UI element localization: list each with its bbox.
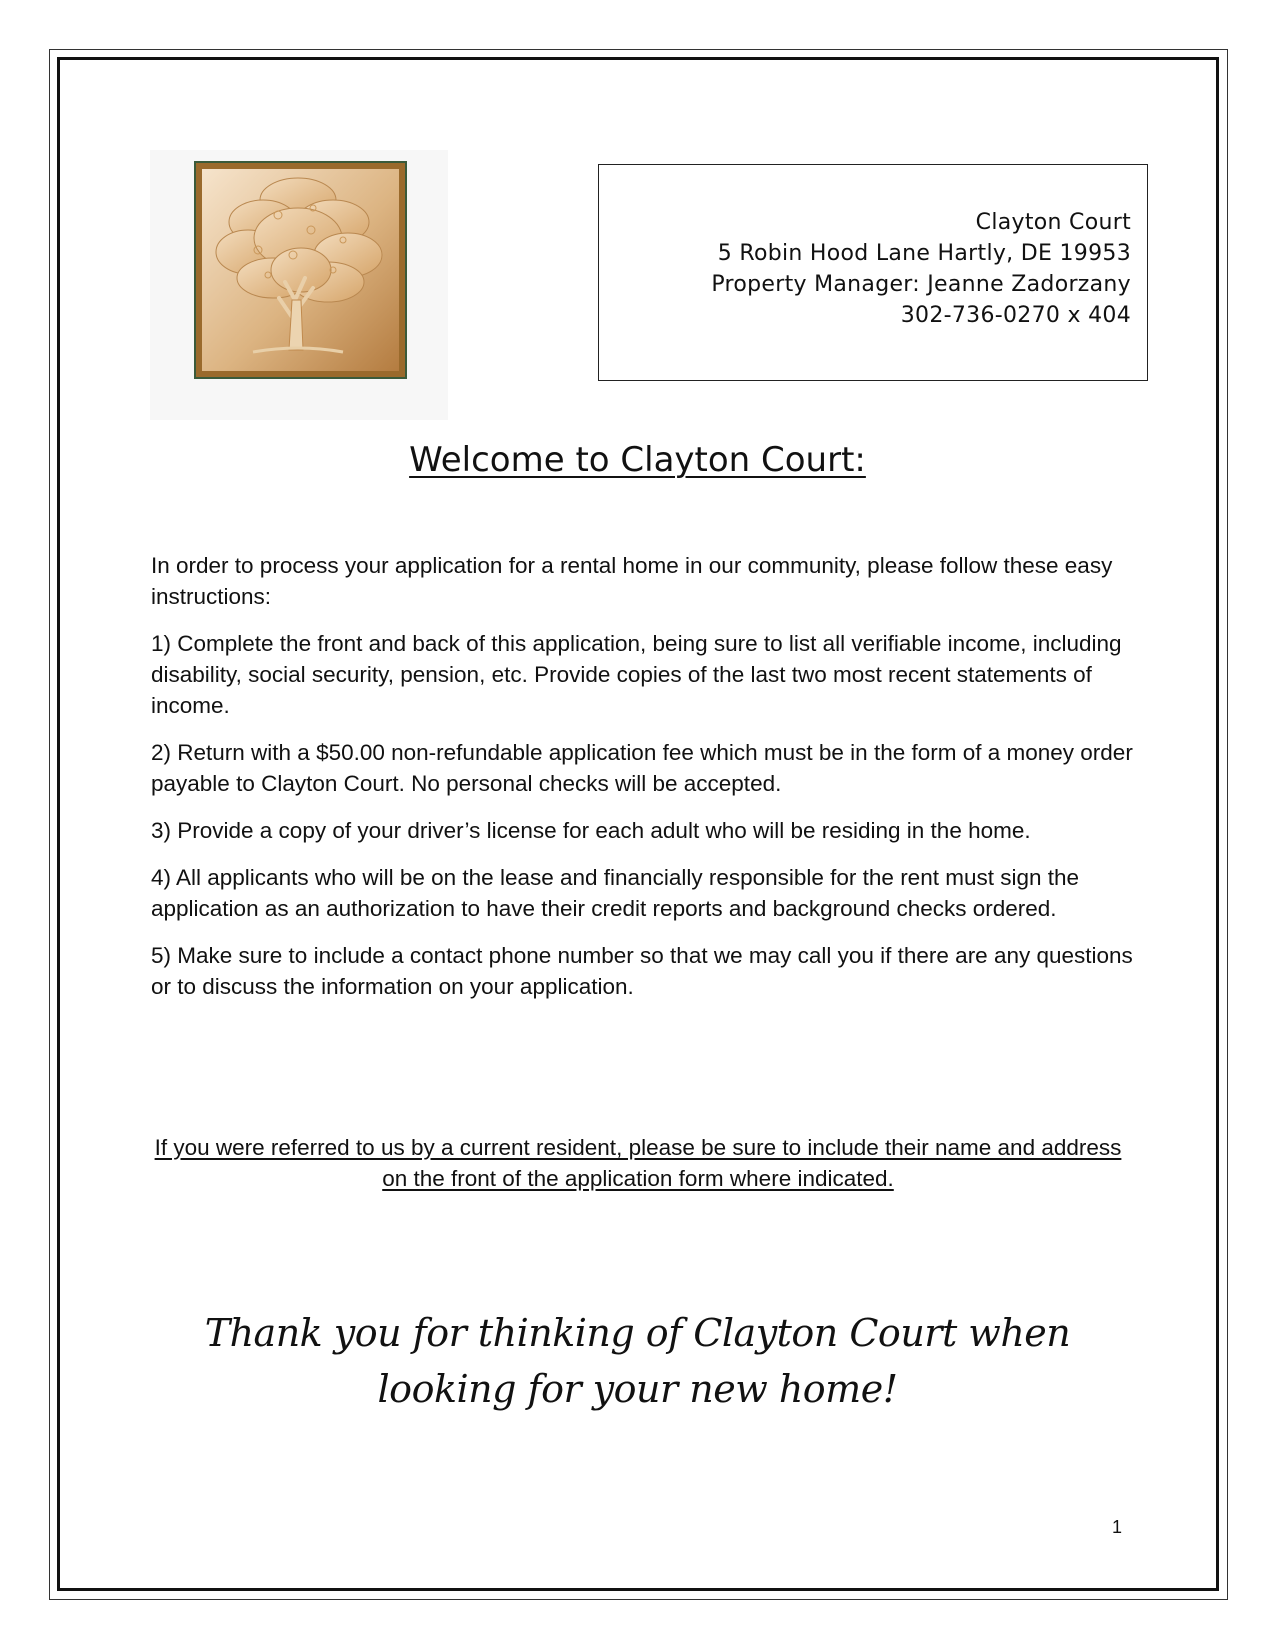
contact-phone: 302-736-0270 x 404 <box>900 303 1131 328</box>
intro-paragraph: In order to process your application for a rental home in our community, please follow these easy instructions: <box>151 553 1113 609</box>
instruction-item: 4) All applicants who will be on the lease and financially responsible for the rent must sign the application as an authorization to have their credit reports and background checks ordered. <box>151 865 1080 921</box>
page-title: Welcome to Clayton Court: <box>409 440 866 480</box>
instruction-item: 3) Provide a copy of your driver’s license for each adult who will be residing in the home. <box>151 818 1031 843</box>
page-title-container <box>0 440 1275 480</box>
instructions-section <box>151 550 1141 1018</box>
instruction-item: 5) Make sure to include a contact phone number so that we may call you if there are any questions or to discuss the information on your application. <box>151 943 1133 999</box>
property-manager: Property Manager: Jeanne Zadorzany <box>711 272 1131 297</box>
instruction-item: 2) Return with a $50.00 non-refundable application fee which must be in the form of a money order payable to Clayton Court. No personal checks will be accepted. <box>151 740 1133 796</box>
oak-tree-emblem-icon <box>193 160 408 380</box>
community-address: 5 Robin Hood Lane Hartly, DE 19953 <box>717 241 1131 266</box>
thank-you-message: Thank you for thinking of Clayton Court when looking for your new home! <box>204 1311 1071 1411</box>
instruction-item: 1) Complete the front and back of this application, being sure to list all verifiable income, including disability, social security, pension, etc. Provide copies of the last two most recent statements of income. <box>151 631 1122 718</box>
contact-box <box>598 164 1148 381</box>
referral-note: If you were referred to us by a current resident, please be sure to include their name and address on the front of the application form where indicated. <box>154 1135 1122 1191</box>
page-number: 1 <box>1112 1517 1123 1537</box>
community-name: Clayton Court <box>975 210 1131 235</box>
